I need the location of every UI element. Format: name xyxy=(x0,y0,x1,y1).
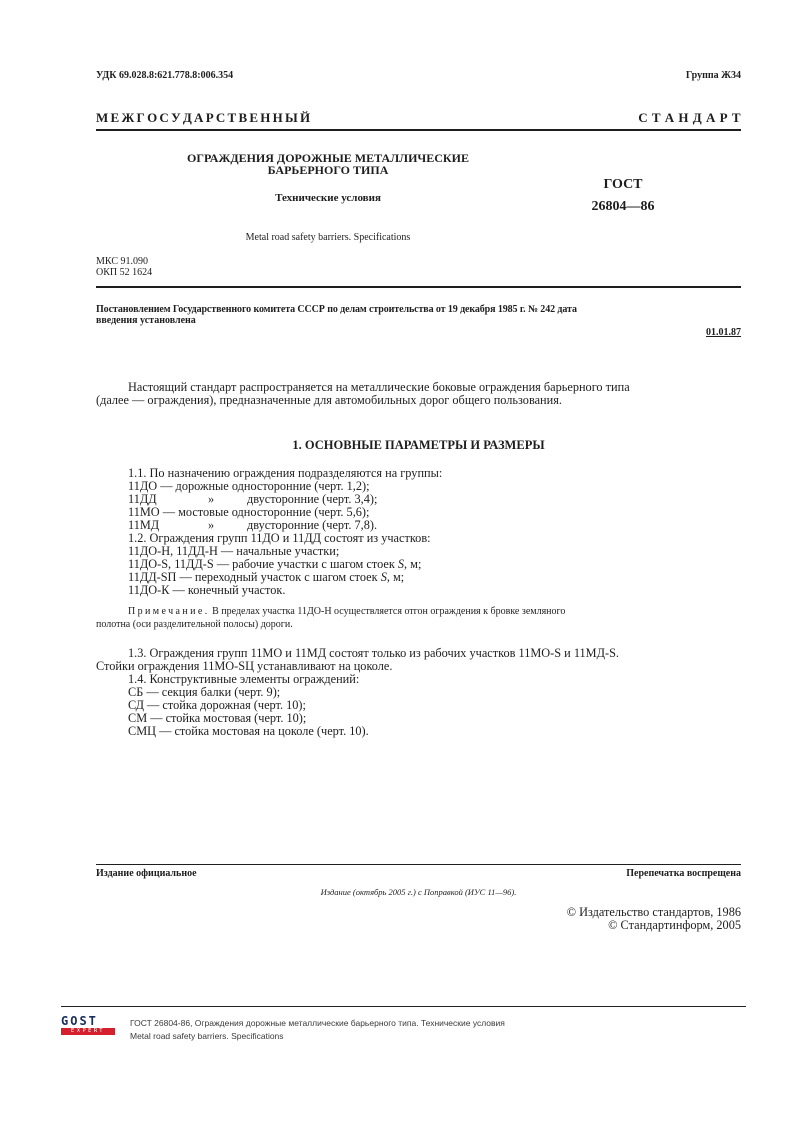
group-row-3 xyxy=(128,506,369,519)
note-line-1 xyxy=(128,606,565,617)
ditto-mark: » xyxy=(208,492,215,506)
edition-note: Издание (октябрь 2005 г.) с Поправкой (ИУС 11—96). xyxy=(320,887,517,897)
group-row-1 xyxy=(128,480,370,493)
group-code: 11ДД xyxy=(128,492,157,506)
decree-date: 01.01.87 xyxy=(706,327,741,338)
intro-line-1: Настоящий стандарт распространяется на металлические боковые ограждения барьерного типа xyxy=(128,380,630,394)
group-code: Группа Ж34 xyxy=(685,70,741,81)
banner-left: М Е Ж Г О С У Д А Р С Т В Е Н Н Ы Й xyxy=(96,110,311,125)
decree-line-2: введения установлена xyxy=(96,315,196,326)
group-code: 11ДО xyxy=(128,479,158,493)
para-1-3-line-2: Стойки ограждения 11МО-SЦ устанавливают на цоколе. xyxy=(96,659,393,673)
codes-rule xyxy=(96,286,741,288)
subtitle: Технические условия xyxy=(275,192,381,204)
element-item-1: СБ — секция балки (черт. 9); xyxy=(128,685,281,699)
group-desc: двусторонние (черт. 7,8). xyxy=(247,518,378,532)
element-item-4: СМЦ — стойка мостовая на цоколе (черт. 10). xyxy=(128,724,369,738)
section-item-4: 11ДО-К — конечный участок. xyxy=(128,583,286,597)
group-row-4 xyxy=(128,519,528,532)
ditto-mark: » xyxy=(208,518,215,532)
note-label: Примечание. xyxy=(128,606,210,617)
title-line-1: ОГРАЖДЕНИЯ ДОРОЖНЫЕ МЕТАЛЛИЧЕСКИЕ xyxy=(187,151,469,165)
element-item-3: СМ — стойка мостовая (черт. 10); xyxy=(128,711,307,725)
intro-line-2: (далее — ограждения), предназначенные для автомобильных дорог общего пользования. xyxy=(96,393,562,407)
element-item-2: СД — стойка дорожная (черт. 10); xyxy=(128,698,306,712)
variable-s: S xyxy=(380,570,387,584)
footer-line-2: Metal road safety barriers. Specifications xyxy=(130,1031,284,1041)
title-line-2: БАРЬЕРНОГО ТИПА xyxy=(267,163,389,177)
item-text-end: , м; xyxy=(404,557,422,571)
item-text-end: , м; xyxy=(386,570,405,584)
section-item-1: 11ДО-Н, 11ДД-Н — начальные участки; xyxy=(128,544,340,558)
para-1-1: 1.1. По назначению ограждения подразделяются на группы: xyxy=(128,466,443,480)
bottom-rule xyxy=(96,864,741,865)
footer-line-1: ГОСТ 26804-86, Ограждения дорожные металлические барьерного типа. Технические условия xyxy=(130,1018,505,1028)
udk-code: УДК 69.028.8:621.778.8:006.354 xyxy=(96,70,234,81)
group-desc: двусторонние (черт. 3,4); xyxy=(247,492,378,506)
banner-right: С Т А Н Д А Р Т xyxy=(638,110,741,125)
banner-rule xyxy=(96,129,741,131)
logo-wordmark: GOST xyxy=(61,1014,98,1028)
note-text: В пределах участка 11ДО-Н осуществляется отгон ограждения к бровке земляного xyxy=(209,606,566,617)
gost-expert-logo[interactable] xyxy=(61,1014,115,1040)
gost-number: 26804—86 xyxy=(591,199,655,214)
reprint-prohibited: Перепечатка воспрещена xyxy=(626,868,741,879)
official-edition: Издание официальное xyxy=(96,868,197,879)
logo-subtitle: EXPERT xyxy=(61,1028,115,1035)
title-english: Metal road safety barriers. Specifications xyxy=(245,232,411,243)
para-1-3-line-1: 1.3. Ограждения групп 11МО и 11МД состоят только из рабочих участков 11МО-S и 11МД-S. xyxy=(128,646,619,660)
group-row-2 xyxy=(128,493,528,506)
group-code: 11МО xyxy=(128,505,160,519)
group-desc: — дорожные односторонние (черт. 1,2); xyxy=(160,479,370,493)
para-1-2: 1.2. Ограждения групп 11ДО и 11ДД состоят из участков: xyxy=(128,531,431,545)
gost-label: ГОСТ xyxy=(603,177,643,192)
section-1-heading: 1. ОСНОВНЫЕ ПАРАМЕТРЫ И РАЗМЕРЫ xyxy=(292,438,545,452)
group-desc: — мостовые односторонние (черт. 5,6); xyxy=(162,505,370,519)
note-line-2: полотна (оси разделительной полосы) дороги. xyxy=(96,619,293,630)
variable-s: S xyxy=(397,557,405,571)
para-1-4: 1.4. Конструктивные элементы ограждений: xyxy=(128,672,360,686)
copyright-2: © Стандартинформ, 2005 xyxy=(608,918,741,932)
decree-line-1: Постановлением Государственного комитета СССР по делам строительства от 19 декабря 1985 г. № 242 дата xyxy=(96,304,577,315)
group-code: 11МД xyxy=(128,518,160,532)
item-text: 11ДД-SП — переходный участок с шагом стоек xyxy=(128,570,381,584)
document-page xyxy=(48,0,782,1040)
copyright-1: © Издательство стандартов, 1986 xyxy=(566,905,741,919)
mks-code: МКС 91.090 xyxy=(96,256,148,267)
okp-code: ОКП 52 1624 xyxy=(96,267,153,278)
item-text: 11ДО-S, 11ДД-S — рабочие участки с шагом стоек xyxy=(128,557,398,571)
section-item-3 xyxy=(128,571,404,584)
footer-rule xyxy=(61,1006,746,1007)
section-item-2 xyxy=(128,558,421,571)
